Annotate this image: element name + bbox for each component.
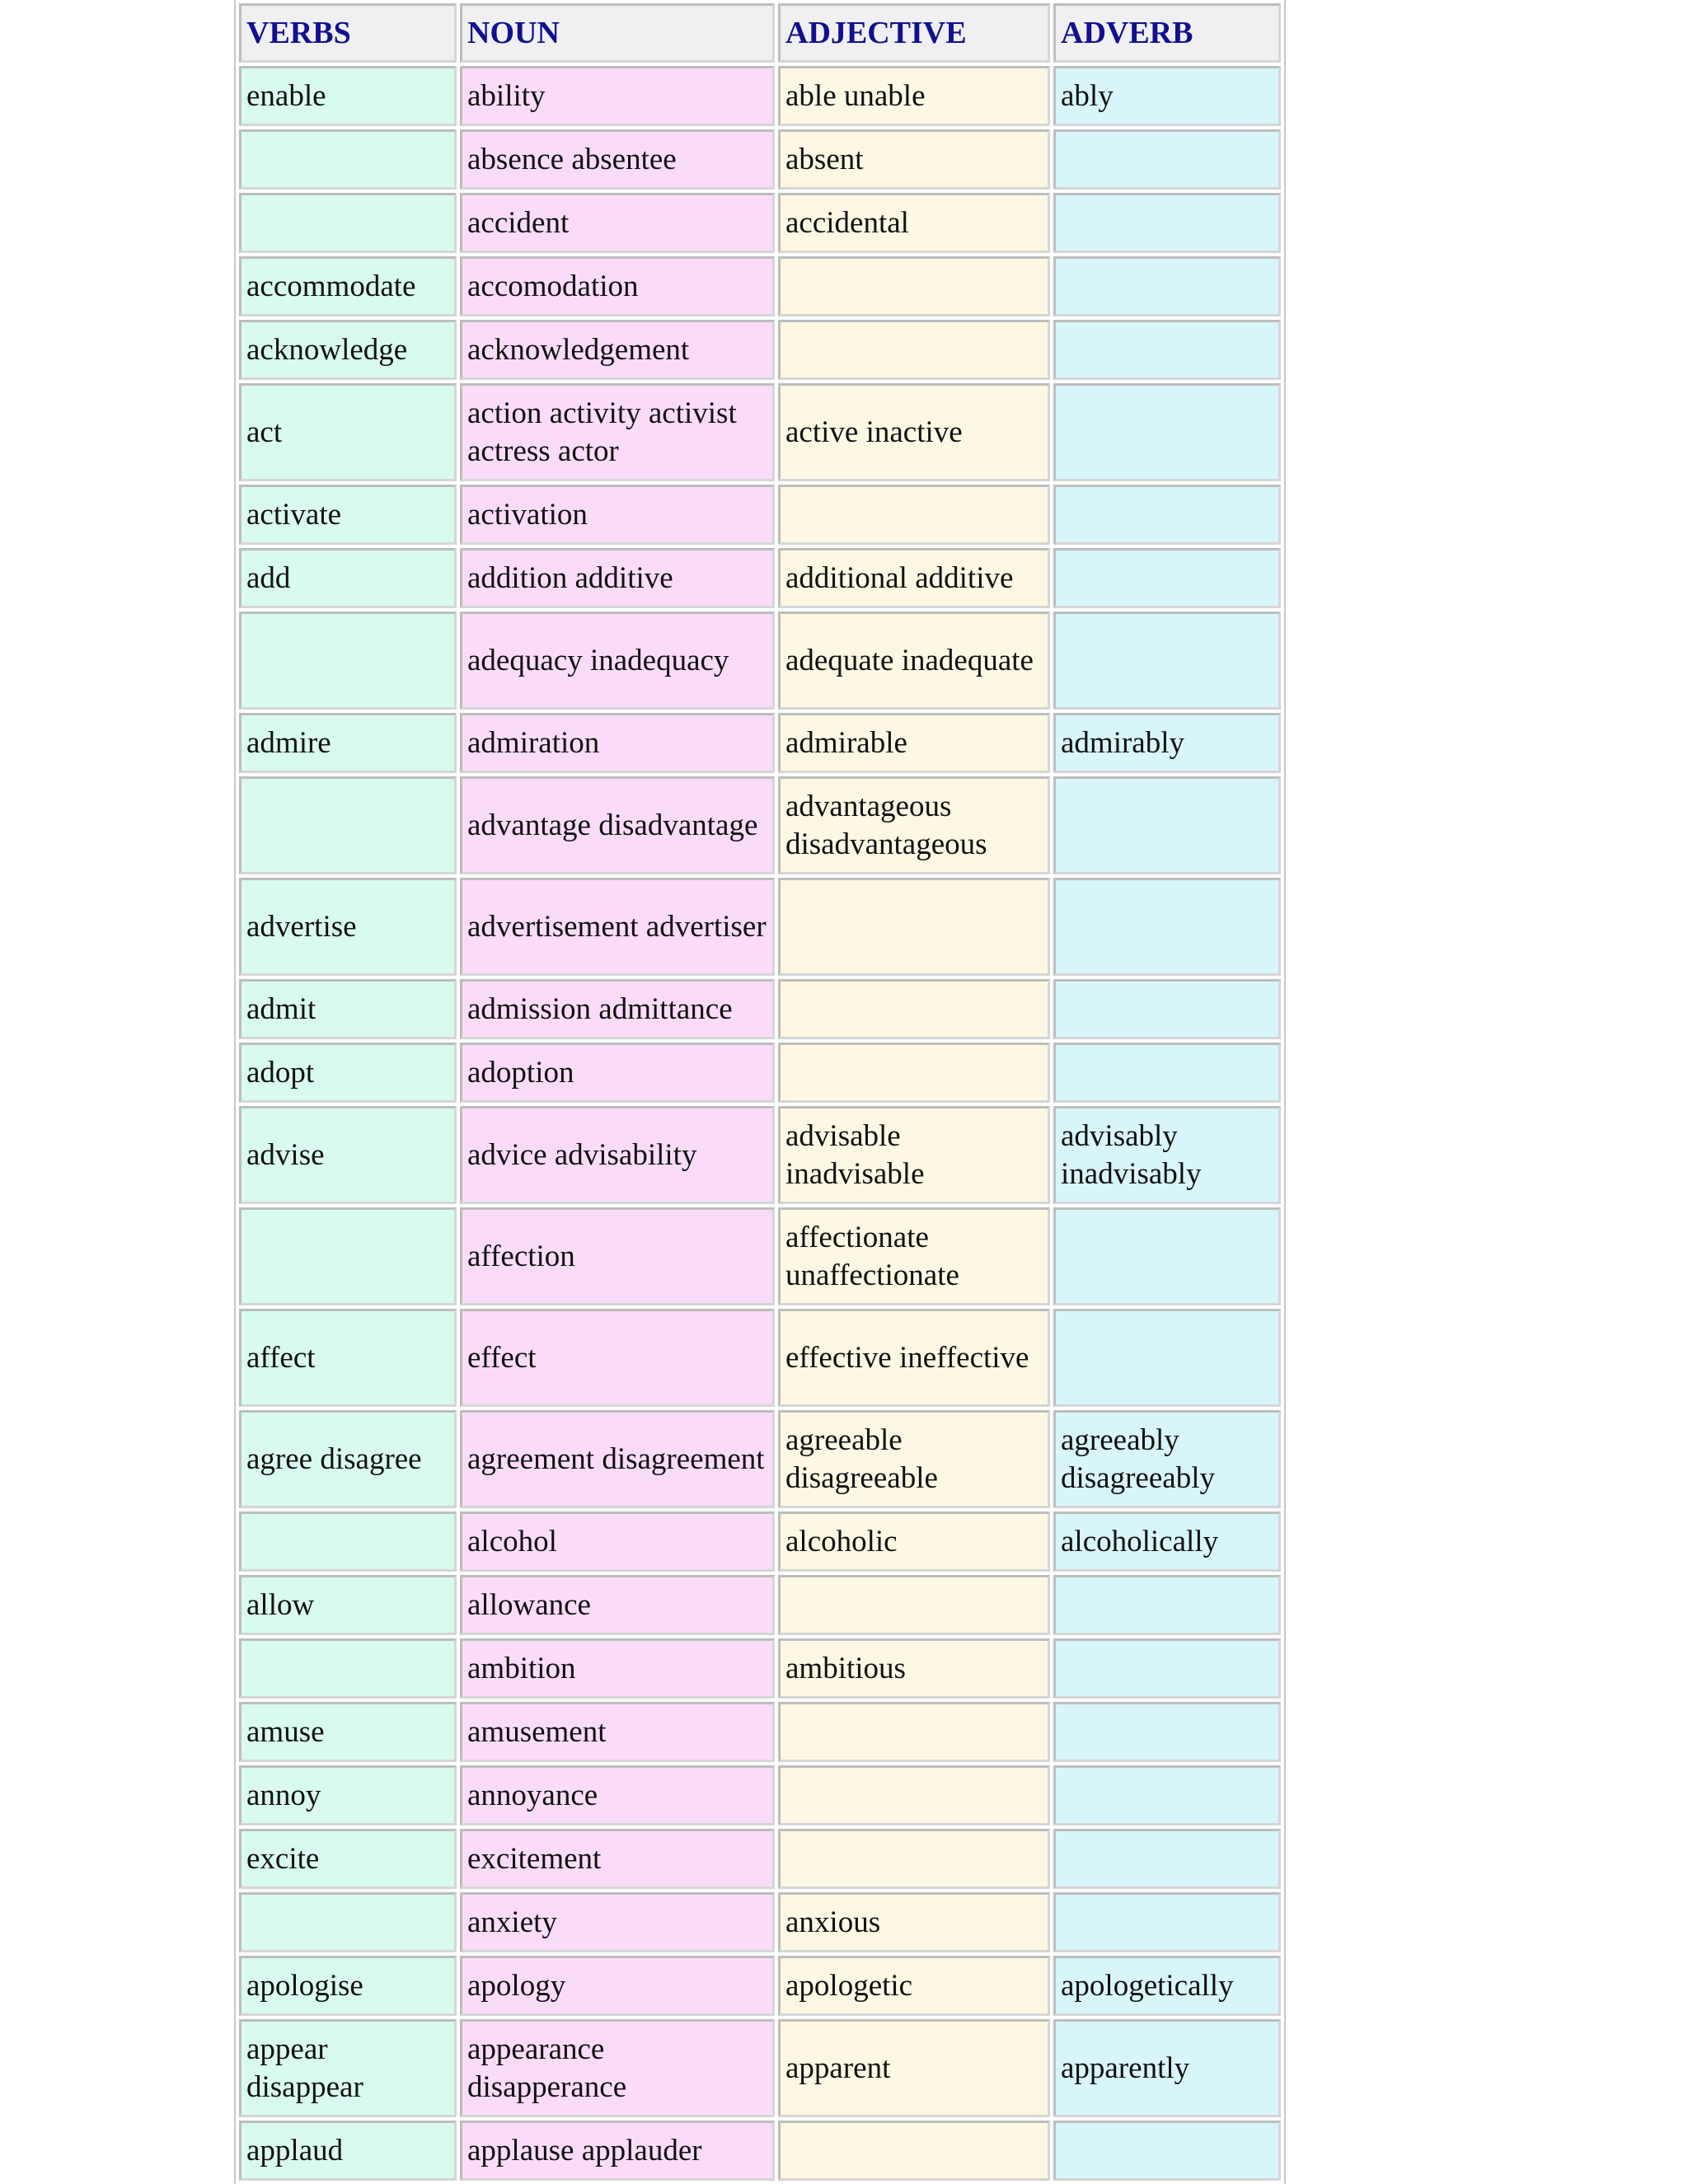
- adjective-cell: [778, 485, 1050, 545]
- adjective-cell: apologetic: [778, 1956, 1050, 2016]
- adjective-cell: [778, 1043, 1050, 1103]
- table-row: [239, 1638, 1281, 1699]
- header-adverb: ADVERB: [1053, 3, 1281, 63]
- table-row: [239, 1410, 1281, 1508]
- verb-cell: affect: [239, 1309, 457, 1407]
- verb-cell: applaud: [239, 2121, 457, 2181]
- noun-cell: admission admittance: [460, 979, 775, 1039]
- adverb-cell: [1053, 1207, 1281, 1305]
- adjective-cell: [778, 1765, 1050, 1825]
- adverb-cell: agreeably disagreeably: [1053, 1410, 1281, 1508]
- noun-cell: allowance: [460, 1575, 775, 1635]
- adverb-cell: [1053, 320, 1281, 380]
- adverb-cell: [1053, 1575, 1281, 1635]
- verb-cell: excite: [239, 1829, 457, 1889]
- verb-cell: allow: [239, 1575, 457, 1635]
- verb-cell: appear disappear: [239, 2019, 457, 2117]
- adverb-cell: [1053, 1702, 1281, 1762]
- adjective-cell: alcoholic: [778, 1511, 1050, 1572]
- adverb-cell: [1053, 485, 1281, 545]
- table-row: [239, 1956, 1281, 2016]
- adverb-cell: admirably: [1053, 713, 1281, 773]
- table-row: [239, 776, 1281, 874]
- noun-cell: adequacy inadequacy: [460, 612, 775, 710]
- verb-cell: admit: [239, 979, 457, 1039]
- table-row: [239, 2121, 1281, 2181]
- adverb-cell: [1053, 1638, 1281, 1699]
- noun-cell: adoption: [460, 1043, 775, 1103]
- adjective-cell: additional additive: [778, 548, 1050, 608]
- adjective-cell: agreeable disagreeable: [778, 1410, 1050, 1508]
- table-row: [239, 66, 1281, 126]
- adjective-cell: effective ineffective: [778, 1309, 1050, 1407]
- header-adjective: ADJECTIVE: [778, 3, 1050, 63]
- adverb-cell: [1053, 2121, 1281, 2181]
- verb-cell: [239, 776, 457, 874]
- adverb-cell: [1053, 193, 1281, 253]
- adverb-cell: apparently: [1053, 2019, 1281, 2117]
- noun-cell: accident: [460, 193, 775, 253]
- table-row: [239, 485, 1281, 545]
- adjective-cell: affectionate unaffectionate: [778, 1207, 1050, 1305]
- verb-cell: acknowledge: [239, 320, 457, 380]
- verb-cell: enable: [239, 66, 457, 126]
- verb-cell: admire: [239, 713, 457, 773]
- adverb-cell: [1053, 1043, 1281, 1103]
- adverb-cell: [1053, 129, 1281, 190]
- adverb-cell: [1053, 612, 1281, 710]
- verb-cell: agree disagree: [239, 1410, 457, 1508]
- adverb-cell: ably: [1053, 66, 1281, 126]
- adverb-cell: advisably inadvisably: [1053, 1106, 1281, 1204]
- header-noun: NOUN: [460, 3, 775, 63]
- table-row: [239, 1765, 1281, 1825]
- table-row: [239, 256, 1281, 316]
- table-row: [239, 320, 1281, 380]
- noun-cell: advice advisability: [460, 1106, 775, 1204]
- verb-cell: [239, 193, 457, 253]
- adverb-cell: [1053, 1892, 1281, 1952]
- table-row: [239, 1829, 1281, 1889]
- adverb-cell: [1053, 548, 1281, 608]
- noun-cell: ability: [460, 66, 775, 126]
- adjective-cell: advantageous disadvantageous: [778, 776, 1050, 874]
- noun-cell: agreement disagreement: [460, 1410, 775, 1508]
- table-row: [239, 979, 1281, 1039]
- adverb-cell: [1053, 776, 1281, 874]
- verb-cell: [239, 129, 457, 190]
- table-body: [239, 66, 1281, 2181]
- adjective-cell: absent: [778, 129, 1050, 190]
- noun-cell: accomodation: [460, 256, 775, 316]
- noun-cell: acknowledgement: [460, 320, 775, 380]
- adjective-cell: active inactive: [778, 383, 1050, 481]
- word-forms-table: [234, 0, 1286, 2184]
- table-row: [239, 878, 1281, 976]
- verb-cell: [239, 1207, 457, 1305]
- noun-cell: applause applauder: [460, 2121, 775, 2181]
- noun-cell: excitement: [460, 1829, 775, 1889]
- header-verbs: VERBS: [239, 3, 457, 63]
- noun-cell: admiration: [460, 713, 775, 773]
- table-row: [239, 129, 1281, 190]
- adjective-cell: [778, 1829, 1050, 1889]
- noun-cell: affection: [460, 1207, 775, 1305]
- verb-cell: [239, 1892, 457, 1952]
- verb-cell: amuse: [239, 1702, 457, 1762]
- noun-cell: advertisement advertiser: [460, 878, 775, 976]
- adjective-cell: [778, 320, 1050, 380]
- noun-cell: addition additive: [460, 548, 775, 608]
- adjective-cell: accidental: [778, 193, 1050, 253]
- adjective-cell: [778, 256, 1050, 316]
- table-row: [239, 1511, 1281, 1572]
- verb-cell: [239, 1638, 457, 1699]
- verb-cell: [239, 612, 457, 710]
- adverb-cell: [1053, 1765, 1281, 1825]
- table-row: [239, 1207, 1281, 1305]
- noun-cell: effect: [460, 1309, 775, 1407]
- adjective-cell: anxious: [778, 1892, 1050, 1952]
- table-row: [239, 193, 1281, 253]
- verb-cell: adopt: [239, 1043, 457, 1103]
- adjective-cell: ambitious: [778, 1638, 1050, 1699]
- noun-cell: advantage disadvantage: [460, 776, 775, 874]
- verb-cell: act: [239, 383, 457, 481]
- verb-cell: accommodate: [239, 256, 457, 316]
- adjective-cell: adequate inadequate: [778, 612, 1050, 710]
- table-row: [239, 1309, 1281, 1407]
- table-row: [239, 612, 1281, 710]
- table-row: [239, 383, 1281, 481]
- table-row: [239, 1702, 1281, 1762]
- verb-cell: add: [239, 548, 457, 608]
- adjective-cell: [778, 1702, 1050, 1762]
- adjective-cell: admirable: [778, 713, 1050, 773]
- noun-cell: anxiety: [460, 1892, 775, 1952]
- verb-cell: advertise: [239, 878, 457, 976]
- adverb-cell: [1053, 1309, 1281, 1407]
- table-row: [239, 1892, 1281, 1952]
- noun-cell: absence absentee: [460, 129, 775, 190]
- noun-cell: appearance disapperance: [460, 2019, 775, 2117]
- noun-cell: activation: [460, 485, 775, 545]
- table-row: [239, 713, 1281, 773]
- table-row: [239, 1043, 1281, 1103]
- noun-cell: amusement: [460, 1702, 775, 1762]
- table-row: [239, 2019, 1281, 2117]
- adjective-cell: [778, 878, 1050, 976]
- adjective-cell: advisable inadvisable: [778, 1106, 1050, 1204]
- table-row: [239, 1575, 1281, 1635]
- adverb-cell: [1053, 1829, 1281, 1889]
- adjective-cell: able unable: [778, 66, 1050, 126]
- verb-cell: [239, 1511, 457, 1572]
- adjective-cell: [778, 2121, 1050, 2181]
- adverb-cell: [1053, 256, 1281, 316]
- noun-cell: alcohol: [460, 1511, 775, 1572]
- adverb-cell: [1053, 383, 1281, 481]
- adverb-cell: alcoholically: [1053, 1511, 1281, 1572]
- noun-cell: apology: [460, 1956, 775, 2016]
- verb-cell: apologise: [239, 1956, 457, 2016]
- adverb-cell: [1053, 979, 1281, 1039]
- adverb-cell: apologetically: [1053, 1956, 1281, 2016]
- noun-cell: action activity activist actress actor: [460, 383, 775, 481]
- noun-cell: annoyance: [460, 1765, 775, 1825]
- adjective-cell: [778, 979, 1050, 1039]
- verb-cell: annoy: [239, 1765, 457, 1825]
- table-row: [239, 548, 1281, 608]
- adjective-cell: [778, 1575, 1050, 1635]
- adjective-cell: apparent: [778, 2019, 1050, 2117]
- table-row: [239, 1106, 1281, 1204]
- noun-cell: ambition: [460, 1638, 775, 1699]
- verb-cell: advise: [239, 1106, 457, 1204]
- adverb-cell: [1053, 878, 1281, 976]
- header-row: [239, 3, 1281, 63]
- verb-cell: activate: [239, 485, 457, 545]
